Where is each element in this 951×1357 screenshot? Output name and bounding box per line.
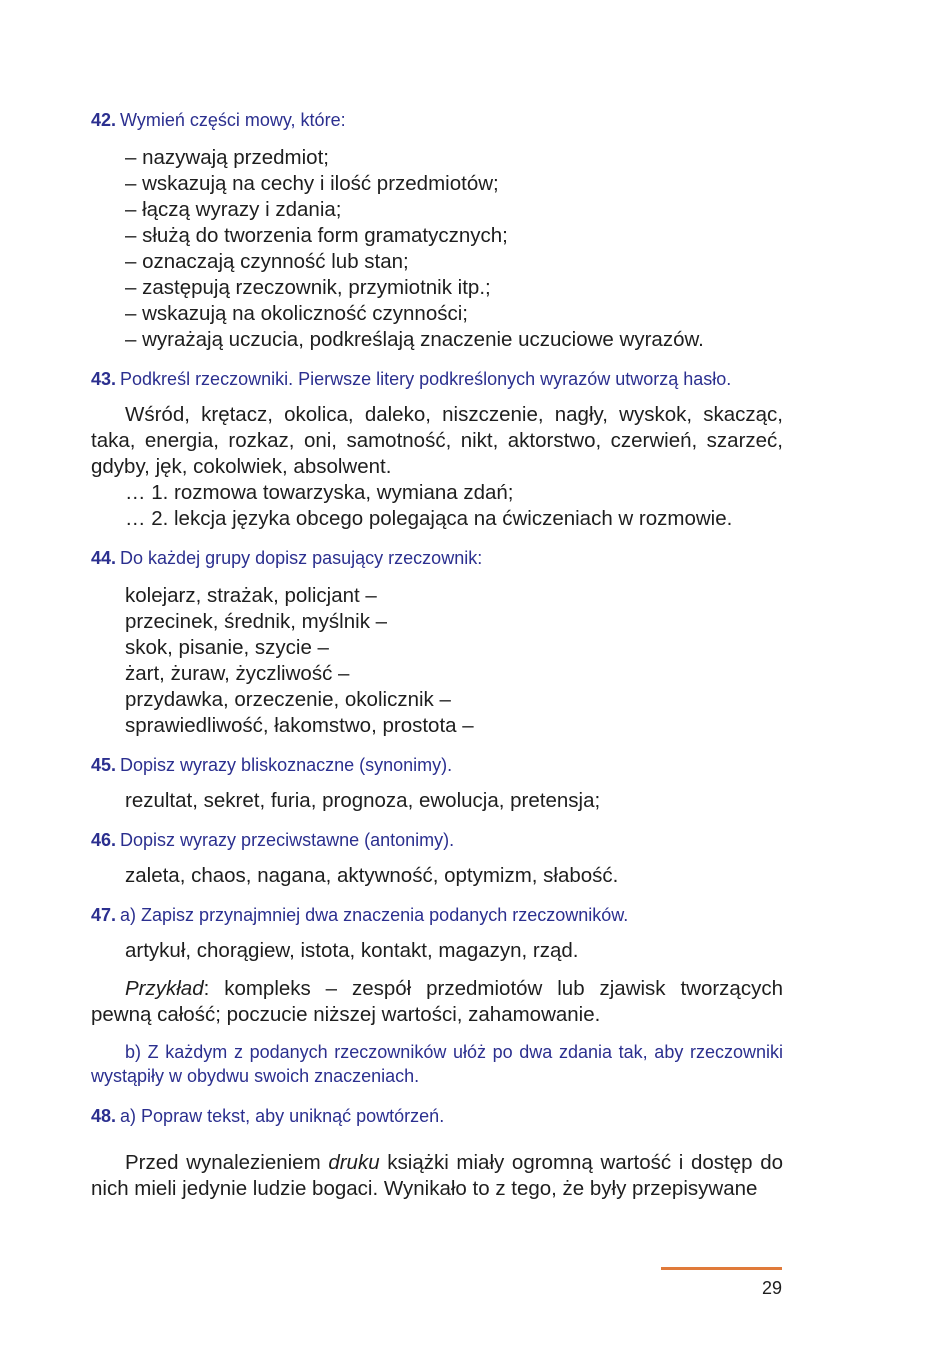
list-item: – wskazują na okoliczność czynności; bbox=[125, 302, 468, 325]
task-46-title: Dopisz wyrazy przeciwstawne (antonimy). bbox=[120, 830, 455, 850]
task-47-heading bbox=[91, 903, 783, 927]
task-42-title: Wymień części mowy, które: bbox=[120, 110, 346, 130]
task-47-number: 47. bbox=[91, 905, 117, 925]
page-content bbox=[91, 108, 783, 1202]
task-48-heading bbox=[91, 1104, 783, 1128]
task-47-text: artykuł, chorągiew, istota, kontakt, magazyn, rząd. bbox=[125, 939, 579, 962]
list-item: – służą do tworzenia form gramatycznych; bbox=[125, 224, 508, 247]
task-47-example bbox=[91, 976, 783, 1028]
list-item: przecinek, średnik, myślnik – bbox=[125, 610, 388, 633]
clue-2: … 2. lekcja języka obcego polegająca na ćwiczeniach w rozmowie. bbox=[125, 507, 733, 530]
task-45-text: rezultat, sekret, furia, prognoza, ewolucja, pretensja; bbox=[125, 789, 601, 812]
list-item: – zastępują rzeczownik, przymiotnik itp.; bbox=[125, 276, 491, 299]
task-46-number: 46. bbox=[91, 830, 117, 850]
task-47-sub-b: b) Z każdym z podanych rzeczowników ułóż po dwa zdania tak, aby rzeczowniki wystąpiły w obydwu swoich znaczeniach. bbox=[91, 1042, 783, 1086]
list-item: przydawka, orzeczenie, okolicznik – bbox=[125, 688, 451, 711]
list-item: sprawiedliwość, łakomstwo, prostota – bbox=[125, 714, 474, 737]
list-item: żart, żuraw, życzliwość – bbox=[125, 662, 350, 685]
task-43-clues bbox=[91, 480, 783, 532]
task-44-number: 44. bbox=[91, 548, 117, 568]
task-46-words bbox=[91, 863, 783, 889]
task-42-heading bbox=[91, 108, 783, 132]
task-46-heading bbox=[91, 828, 783, 852]
task-43-words: Wśród, krętacz, okolica, daleko, niszczenie, nagły, wyskok, skacząc, taka, energia, rozkaz, oni, samotność, nikt, aktorstwo, czerwień, szarzeć, gdyby, jęk, cokolwiek, absolwent. bbox=[91, 403, 783, 478]
task-48-title: a) Popraw tekst, aby uniknąć powtórzeń. bbox=[120, 1106, 445, 1126]
text-italic: druku bbox=[328, 1151, 380, 1174]
task-42-number: 42. bbox=[91, 110, 117, 130]
task-43-title: Podkreśl rzeczowniki. Pierwsze litery podkreślonych wyrazów utworzą hasło. bbox=[120, 369, 732, 389]
task-46-text: zaleta, chaos, nagana, aktywność, optymizm, słabość. bbox=[125, 864, 619, 887]
example-label: Przykład bbox=[125, 977, 204, 1000]
task-48-text bbox=[91, 1150, 783, 1202]
list-item: – wskazują na cechy i ilość przedmiotów; bbox=[125, 172, 499, 195]
task-44-heading bbox=[91, 546, 783, 570]
example-text: : kompleks – zespół przedmiotów lub zjawisk tworzących pewną całość; poczucie niższej wartości, zahamowanie. bbox=[91, 977, 783, 1026]
text-after: książki miały ogromną wartość i dostęp do nich mieli jedynie ludzie bogaci. Wynikało to z tego, że były przepisywane bbox=[91, 1151, 783, 1200]
task-45-words bbox=[91, 788, 783, 814]
task-45-number: 45. bbox=[91, 755, 117, 775]
task-48-number: 48. bbox=[91, 1106, 117, 1126]
task-44-list bbox=[91, 583, 783, 739]
list-item: kolejarz, strażak, policjant – bbox=[125, 584, 377, 607]
task-45-title: Dopisz wyrazy bliskoznaczne (synonimy). bbox=[120, 755, 453, 775]
clue-1: … 1. rozmowa towarzyska, wymiana zdań; bbox=[125, 481, 514, 504]
task-47-words bbox=[91, 938, 783, 964]
text-before: Przed wynalezieniem bbox=[125, 1151, 329, 1174]
task-47-title: a) Zapisz przynajmniej dwa znaczenia podanych rzeczowników. bbox=[120, 905, 629, 925]
list-item: – wyrażają uczucia, podkreślają znaczenie uczuciowe wyrazów. bbox=[125, 328, 704, 351]
footer-accent-line bbox=[661, 1267, 782, 1270]
task-43-heading bbox=[91, 367, 783, 391]
list-item: – nazywają przedmiot; bbox=[125, 146, 329, 169]
task-45-heading bbox=[91, 753, 783, 777]
task-44-title: Do każdej grupy dopisz pasujący rzeczownik: bbox=[120, 548, 483, 568]
task-42-list bbox=[91, 145, 783, 353]
list-item: – łączą wyrazy i zdania; bbox=[125, 198, 342, 221]
task-43-number: 43. bbox=[91, 369, 117, 389]
list-item: skok, pisanie, szycie – bbox=[125, 636, 329, 659]
page-number: 29 bbox=[761, 1278, 782, 1298]
list-item: – oznaczają czynność lub stan; bbox=[125, 250, 409, 273]
